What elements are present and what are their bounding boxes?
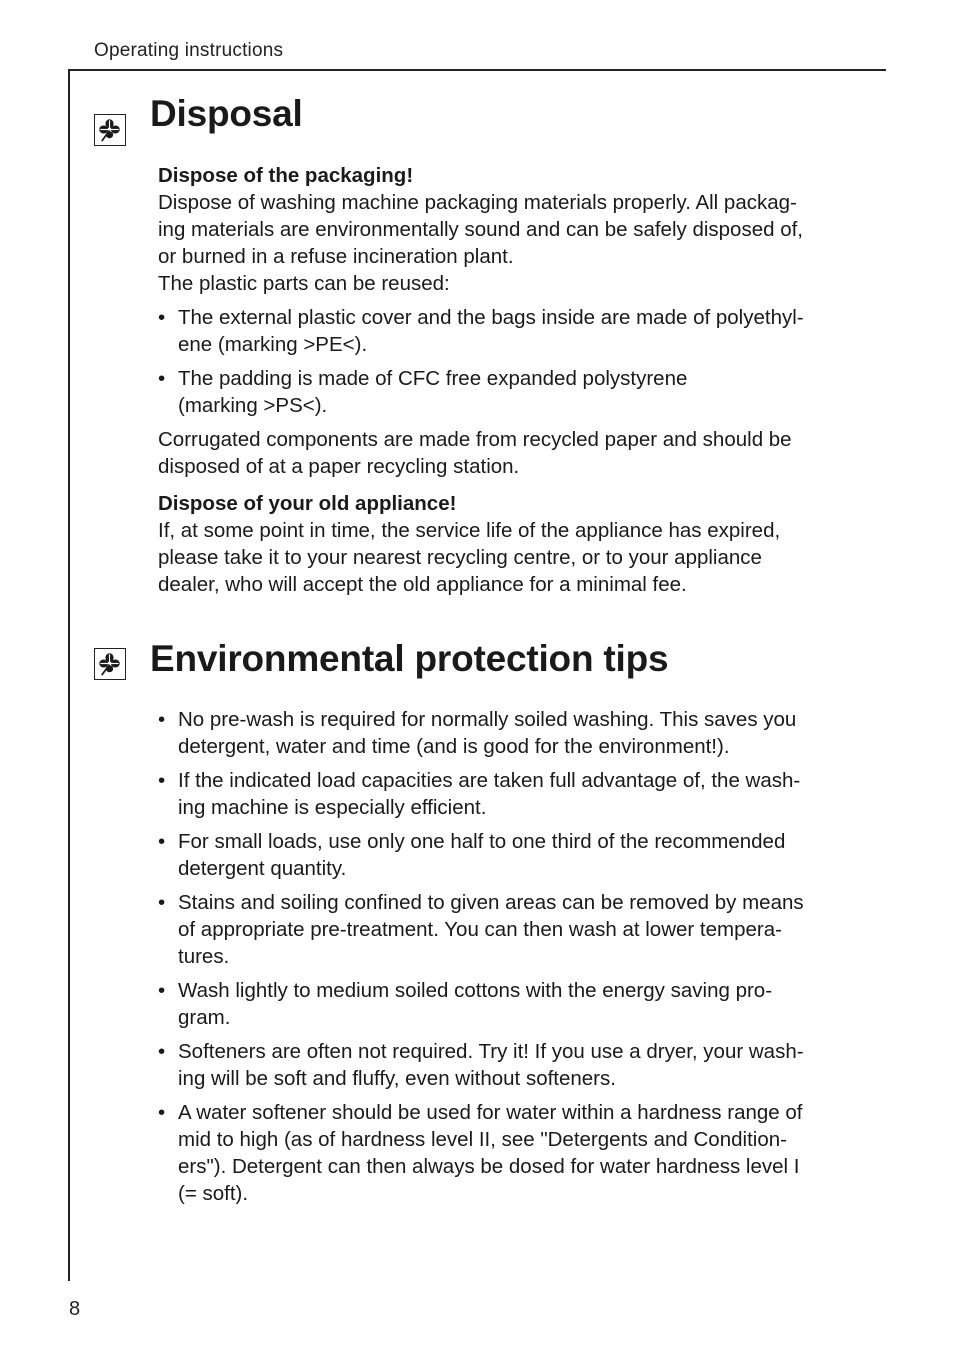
tip-item bbox=[158, 889, 858, 970]
tip-item bbox=[158, 1099, 858, 1207]
tip-item bbox=[158, 977, 858, 1031]
tip-line: • Softeners are often not required. Try it! If you use a dryer, your wash- bbox=[178, 1040, 804, 1063]
tip-line: ing will be soft and fluffy, even without softeners. bbox=[178, 1067, 616, 1090]
running-header: Operating instructions bbox=[94, 40, 284, 61]
bullet-line: • The external plastic cover and the bags inside are made of polyethyl- bbox=[178, 306, 804, 329]
appliance-text-line: please take it to your nearest recycling centre, or to your appliance bbox=[158, 546, 762, 569]
corrugated-text-line: Corrugated components are made from recycled paper and should be bbox=[158, 428, 792, 451]
tip-line: • No pre-wash is required for normally soiled washing. This saves you bbox=[178, 708, 797, 731]
bullet-line: ene (marking >PE<). bbox=[178, 333, 368, 356]
tip-line: detergent quantity. bbox=[178, 857, 347, 880]
clover-leaf-icon bbox=[94, 114, 126, 146]
bullet-line: • The padding is made of CFC free expanded polystyrene bbox=[178, 367, 688, 390]
tip-line: ers"). Detergent can then always be dosed for water hardness level I bbox=[178, 1155, 800, 1178]
tip-line: • A water softener should be used for water within a hardness range of bbox=[178, 1101, 803, 1124]
plastic-bullet-ps bbox=[158, 365, 858, 419]
appliance-text-line: If, at some point in time, the service life of the appliance has expired, bbox=[158, 519, 781, 542]
appliance-subheading: Dispose of your old appliance! bbox=[158, 492, 457, 515]
tip-line: of appropriate pre-treatment. You can then wash at lower tempera- bbox=[178, 918, 782, 941]
tip-line: detergent, water and time (and is good for the environment!). bbox=[178, 735, 730, 758]
tip-line: ing machine is especially efficient. bbox=[178, 796, 487, 819]
header-rule bbox=[68, 69, 886, 71]
packaging-subheading: Dispose of the packaging! bbox=[158, 164, 414, 187]
tip-item bbox=[158, 1038, 858, 1092]
tip-item bbox=[158, 767, 858, 821]
tip-line: • Wash lightly to medium soiled cottons with the energy saving pro- bbox=[178, 979, 773, 1002]
tip-line: • Stains and soiling confined to given areas can be removed by means bbox=[178, 891, 804, 914]
tip-line: (= soft). bbox=[178, 1182, 249, 1205]
disposal-body bbox=[158, 162, 858, 598]
packaging-text-line: The plastic parts can be reused: bbox=[158, 272, 450, 295]
plastic-bullet-pe bbox=[158, 304, 858, 358]
tip-line: • For small loads, use only one half to one third of the recommended bbox=[178, 830, 786, 853]
corrugated-text-line: disposed of at a paper recycling station. bbox=[158, 455, 520, 478]
clover-leaf-icon-graphic bbox=[95, 649, 124, 678]
packaging-text-line: ing materials are environmentally sound and can be safely disposed of, bbox=[158, 218, 803, 241]
clover-leaf-icon bbox=[94, 648, 126, 680]
page-number: 8 bbox=[69, 1298, 81, 1320]
tip-item bbox=[158, 828, 858, 882]
packaging-text-line: Dispose of washing machine packaging materials properly. All packag- bbox=[158, 191, 797, 214]
tip-line: • If the indicated load capacities are taken full advantage of, the wash- bbox=[178, 769, 801, 792]
tip-line: mid to high (as of hardness level II, see "Detergents and Condition- bbox=[178, 1128, 787, 1151]
disposal-heading: Disposal bbox=[150, 93, 303, 134]
tip-line: tures. bbox=[178, 945, 230, 968]
clover-leaf-icon-graphic bbox=[95, 115, 124, 144]
environment-heading: Environmental protection tips bbox=[150, 638, 669, 679]
appliance-text-line: dealer, who will accept the old appliance for a minimal fee. bbox=[158, 573, 687, 596]
bullet-line: (marking >PS<). bbox=[178, 394, 328, 417]
packaging-text-line: or burned in a refuse incineration plant. bbox=[158, 245, 514, 268]
tip-line: gram. bbox=[178, 1006, 231, 1029]
tip-item bbox=[158, 706, 858, 760]
environment-tips-list bbox=[158, 706, 858, 1207]
margin-rule bbox=[68, 69, 70, 1281]
